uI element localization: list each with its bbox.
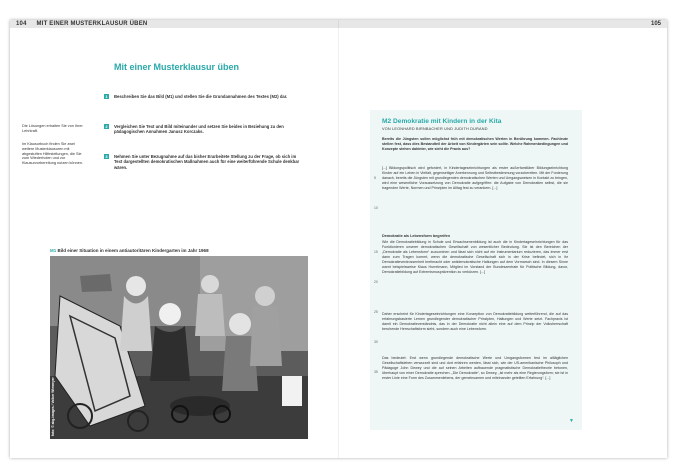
task-text: Beschreiben Sie das Bild (M1) und stellen Sie die Grundannahmen des Textes (M2) dar. <box>114 94 288 99</box>
line-number: 10 <box>374 206 378 210</box>
line-number: 5 <box>374 176 376 180</box>
task-number: 3 <box>105 154 108 159</box>
figure-caption-text: Bild einer Situation in einem antiautoritären Kindergarten im Jahr 1968 <box>57 248 209 253</box>
source-subheading: Demokratie als Lebensform begreifen <box>382 234 450 238</box>
book-spread <box>10 20 667 458</box>
source-paragraph-1: [...] Bildungspolitisch wird gefordert, in Kindertageseinrichtungen als erster außerfamiliärer Bildungseinrichtung Kinder auf ein Leben in Vielfalt, gegenseitiger Anerkennung und Selbstbestimmung vorzubereiten. Mit der Forderung danach, bereits die Jüngsten mit grundlegenden demokratischen Werten und Umgangsweisen in Kontakt zu bringen, wird eine wesentliche Voraussetzung von Demokratie aufgegriffen: die Aufgabe von Demokratien selbst, die sie tragenden Werte, Normen und Prinzipien im Alltag fest zu verankern. [...] <box>382 166 568 190</box>
task-1 <box>104 94 304 108</box>
source-intro: Bereits die Jüngsten sollen möglichst früh mit demokratischen Werten in Berührung kommen. Fachleute stellen fest, dass dies Bestandteil der Arbeit von Kindergärten sein sollte. Welche Rahmenbedingungen und Konzepte stehen dahinter, wie sieht die Praxis aus? <box>382 137 568 151</box>
source-title <box>382 118 501 125</box>
left-page-number: 104 <box>16 21 27 27</box>
task-2 <box>104 124 304 138</box>
line-number: 35 <box>374 370 378 374</box>
task-3 <box>104 154 304 168</box>
task-text: Nehmen Sie unter Bezugnahme auf das bisher Erarbeitete Stellung zu der Frage, ob sich im Text dargestellten demokratischen Maßnahmen auch für eine weiterführende Schule denkbar wären. <box>114 154 300 170</box>
chapter-title: Mit einer Musterklausur üben <box>114 62 240 72</box>
figure-caption <box>50 248 209 253</box>
source-paragraph-3: Daher erscheint für Kindertageseinrichtungen eine Konzeption von Demokratiebildung weiterführend, die auf das erfahrungsbasierte Lernen grundlegender demokratischer Prinzipien, Haltungen und Werte setzt. Fachpraxis ist damit ein Demokratieverständnis, das in der Demokratie nicht allein eine auf dem Prinzip der Volksherrschaft beruhende Herrschaftsform sieht, sondern auch eine Lebensform. <box>382 312 568 331</box>
side-note-klausurbuch: Im Klausurbuch finden Sie zwei weitere Musterklausuren mit abgestuften Hilfestellungen, die Sie zum Wiederholen und zur Klausurvorbereitung nutzen können. <box>22 142 84 166</box>
line-number: 30 <box>374 340 378 344</box>
task-text: Vergleichen Sie Text und Bild miteinander und setzen Sie beides in Beziehung zu den pädagogischen Annahmen Janusz Korczaks. <box>114 124 284 135</box>
end-arrow-icon: ▼ <box>569 418 574 424</box>
source-label: M2 <box>382 118 392 125</box>
photo-credit: foto: © akg-images / Volker Wiemeyer <box>51 377 55 436</box>
side-note-solutions: Die Lösungen erhalten Sie von Ihrer Lehrkraft. <box>22 124 83 133</box>
figure-label: M1 <box>50 248 57 253</box>
line-number: 15 <box>374 250 378 254</box>
right-header-band <box>338 20 667 28</box>
task-number: 1 <box>105 94 108 99</box>
photo-illustration <box>50 256 308 439</box>
kindergarten-photo <box>50 256 308 439</box>
right-page-number: 105 <box>650 21 661 27</box>
source-paragraph-2: Wie die Demokratiebildung in Schule und Erwachsenenbildung ist auch die in Kindertageseinrichtungen für das Funktionieren unserer demokratischen Gesellschaft von wesentlicher Bedeutung. Sie ist den Bereichen der „Demokratie als Lebensform“ zuzuordnen und lässt sich nicht auf ein Instrumentarium reduzieren, das immer erst dann zum Tragen kommt, wenn die demokratische Gesellschaft sich in der Krise befindet, sich in ihr Demokratieverdrossenheit breitmacht oder antidemokratische Haltungen auf dem Vormarsch sind. In diesem Sinne warnt beispielsweise Klaus Hurrelmann, Mitglied im Vorstand der Bundeszentrale für Politische Bildung, davor, Demokratiebildung auf Extremismusprävention zu verkürzen. [...] <box>382 240 568 274</box>
source-authors: VON LEONHARD BIRNBACHER UND JUDITH DURAND <box>382 127 488 131</box>
left-page-header <box>16 21 147 27</box>
source-paragraph-4: Das bedeutet: Erst wenn grundlegende demokratische Werte und Umgangsformen fest im alltäglichen Gesellschaftsleben verwurzelt sind und dort erfahren werden, lässt sich, wie der US-amerikanische Philosoph und Pädagoge John Dewey und die auf seinen Arbeiten aufbauende pragmatistische Demokratietheorie betonen, überhaupt von einer Demokratie sprechen. „Die Demokratie“, so Dewey, „ist mehr als eine Regierungsform; sie ist in erster Linie eine Form des Zusammenlebens, der gemeinsamen und miteinander geteilten Erfahrung“. [...] <box>382 356 568 380</box>
source-text-box <box>370 110 582 430</box>
source-title-text: Demokratie mit Kindern in der Kita <box>393 118 502 125</box>
running-title: MIT EINER MUSTERKLAUSUR ÜBEN <box>36 21 148 27</box>
line-number: 25 <box>374 310 378 314</box>
task-number: 2 <box>105 124 108 129</box>
line-number: 20 <box>374 280 378 284</box>
page-gutter <box>338 20 339 458</box>
